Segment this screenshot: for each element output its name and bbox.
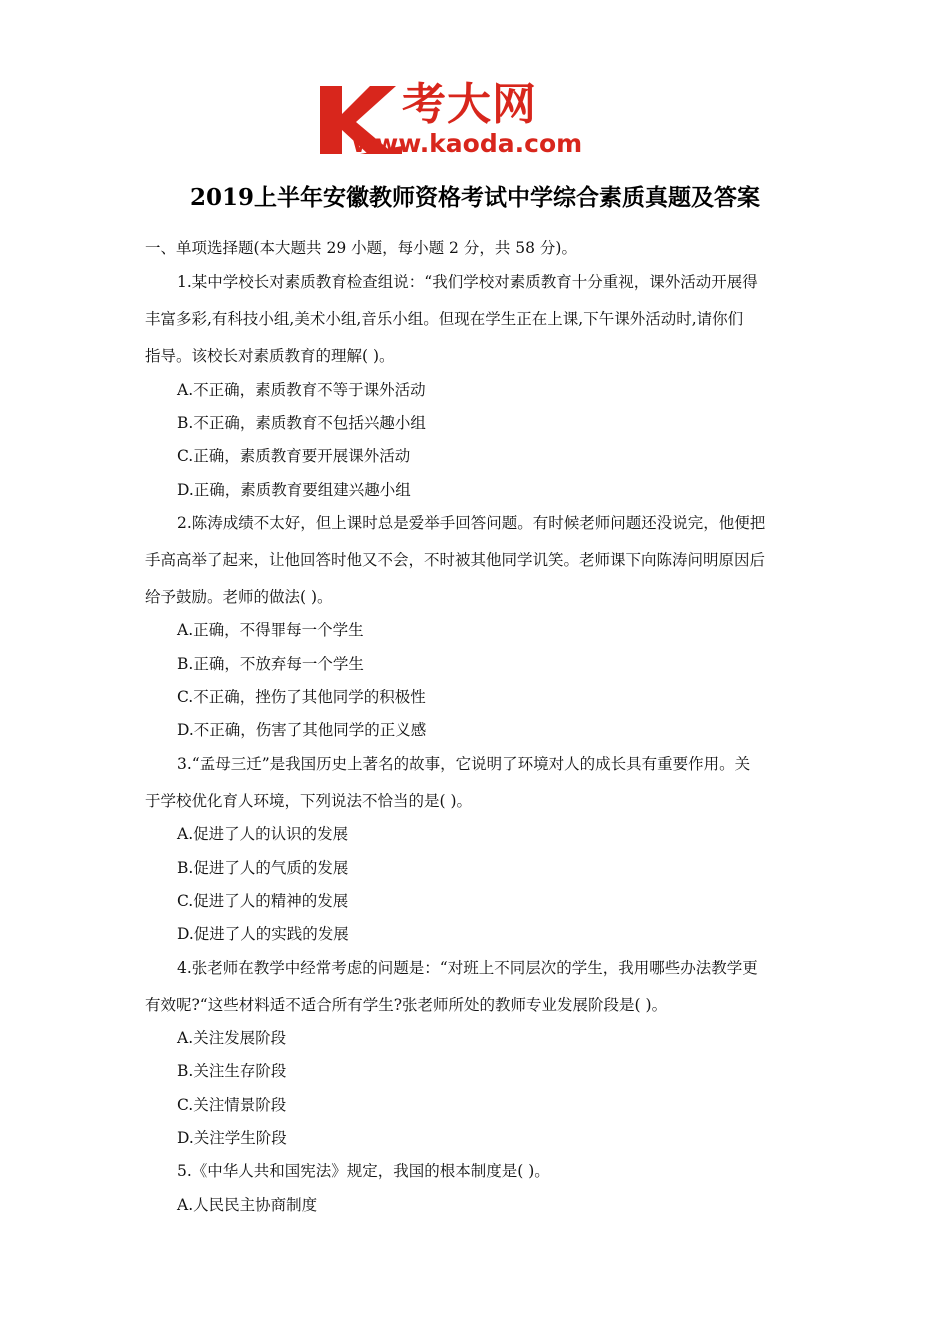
question-3-line-1: 3.“孟母三迁”是我国历史上著名的故事，它说明了环境对人的成长具有重要作用。关 (177, 755, 751, 773)
question-1-option-a: A.不正确，素质教育不等于课外活动 (177, 381, 426, 399)
question-1-option-d: D.正确，素质教育要组建兴趣小组 (177, 481, 411, 499)
section-heading: 一、单项选择题(本大题共 29 小题，每小题 2 分，共 58 分)。 (145, 239, 577, 257)
logo-text-cn: 考大网 (402, 79, 537, 130)
question-1-line-3: 指导。该校长对素质教育的理解( )。 (145, 347, 395, 365)
question-4-line-2: 有效呢?“这些材料适不适合所有学生?张老师所处的教师专业发展阶段是( )。 (145, 996, 668, 1014)
question-2-option-d: D.不正确，伤害了其他同学的正义感 (177, 721, 427, 739)
question-2-line-3: 给予鼓励。老师的做法( )。 (145, 588, 333, 606)
question-4-option-c: C.关注情景阶段 (177, 1096, 287, 1114)
question-1-option-b: B.不正确，素质教育不包括兴趣小组 (177, 414, 426, 432)
question-5-line-1: 5.《中华人共和国宪法》规定，我国的根本制度是( )。 (177, 1162, 550, 1180)
document-title: 2019上半年安徽教师资格考试中学综合素质真题及答案 (189, 184, 760, 211)
logo-url: www.kaoda.com (352, 129, 583, 158)
question-2-option-c: C.不正确，挫伤了其他同学的积极性 (177, 688, 426, 706)
question-3-line-2: 于学校优化育人环境，下列说法不恰当的是( )。 (145, 792, 473, 810)
question-4-line-1: 4.张老师在教学中经常考虑的问题是：“对班上不同层次的学生，我用哪些办法教学更 (177, 959, 758, 977)
question-3-option-c: C.促进了人的精神的发展 (177, 892, 349, 910)
question-1-option-c: C.正确，素质教育要开展课外活动 (177, 447, 411, 465)
question-1-line-2: 丰富多彩,有科技小组,美术小组,音乐小组。但现在学生正在上课,下午课外活动时,请你们 (145, 310, 744, 328)
question-3-option-b: B.促进了人的气质的发展 (177, 859, 349, 877)
question-3-option-d: D.促进了人的实践的发展 (177, 925, 349, 943)
question-2-line-1: 2.陈涛成绩不太好，但上课时总是爱举手回答问题。有时候老师问题还没说完，他便把 (177, 514, 766, 532)
question-4-option-a: A.关注发展阶段 (177, 1029, 287, 1047)
question-1-line-1: 1.某中学校长对素质教育检查组说：“我们学校对素质教育十分重视，课外活动开展得 (177, 273, 758, 291)
question-4-option-b: B.关注生存阶段 (177, 1062, 287, 1080)
question-2-option-b: B.正确，不放弃每一个学生 (177, 655, 364, 673)
question-4-option-d: D.关注学生阶段 (177, 1129, 287, 1147)
question-3-option-a: A.促进了人的认识的发展 (177, 825, 349, 843)
question-5-option-a: A.人民民主协商制度 (177, 1196, 318, 1214)
question-2-option-a: A.正确，不得罪每一个学生 (177, 621, 364, 639)
question-2-line-2: 手高高举了起来，让他回答时他又不会，不时被其他同学讥笑。老师课下向陈涛问明原因后 (145, 551, 766, 569)
